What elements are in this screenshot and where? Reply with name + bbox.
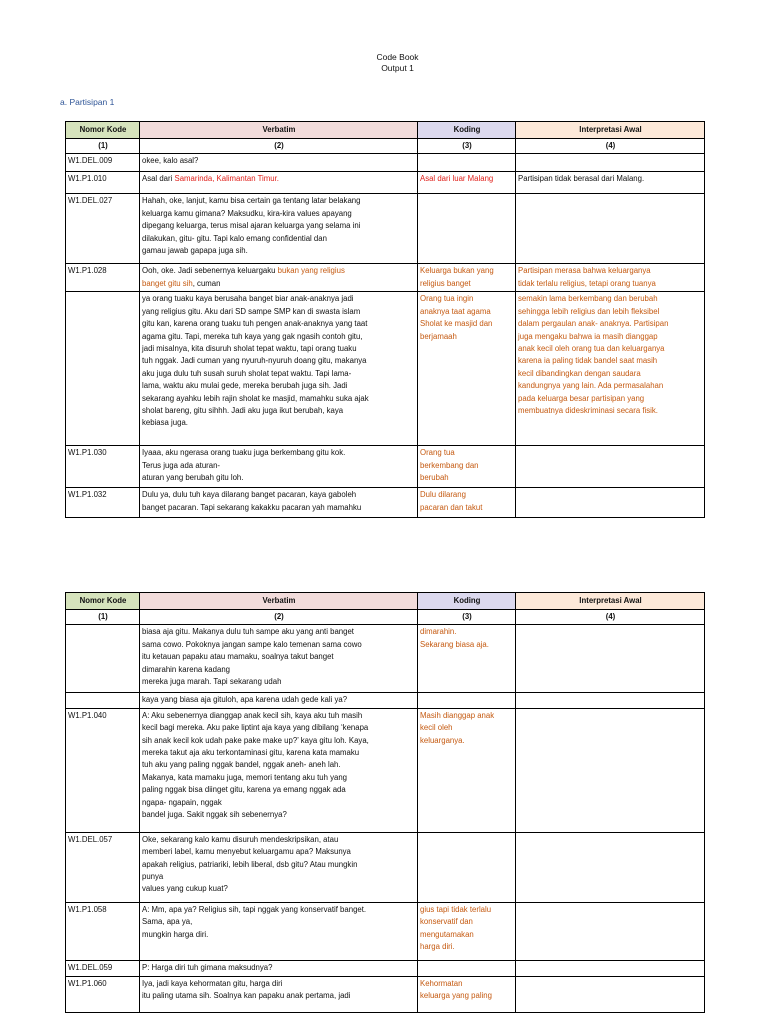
- row-interpretasi: [516, 446, 705, 488]
- row-koding: [418, 172, 516, 194]
- table-row: [66, 446, 705, 488]
- verbatim-line: aku juga dulu tuh susah suruh sholat tepat waktu. Tapi lama-: [142, 368, 352, 378]
- interpretasi-line: dalam pergaulan anak- anaknya. Partisipan: [518, 319, 669, 329]
- verbatim-line: A: Aku sebenernya dianggap anak kecil sih, kaya aku tuh masih: [142, 710, 363, 720]
- row-koding: [418, 960, 516, 976]
- row-code: W1.P1.040: [66, 708, 140, 832]
- row-koding: [418, 154, 516, 172]
- row-verbatim: [140, 292, 418, 446]
- code-book-table-2: [65, 592, 705, 1013]
- koding-line: berjamaah: [420, 331, 457, 341]
- table-row: [66, 976, 705, 1012]
- verbatim-line: Makanya, kata mamaku juga, memori tentang aku tuh yang: [142, 772, 347, 782]
- koding-line: Asal dari luar Malang: [420, 174, 494, 184]
- row-verbatim: [140, 832, 418, 902]
- verbatim-line: okee, kalo asal?: [142, 156, 199, 166]
- row-koding: [418, 708, 516, 832]
- verbatim-highlight: bukan yang religius: [277, 266, 345, 276]
- header-nomor-kode: Nomor Kode: [66, 593, 140, 610]
- header-interpretasi: Interpretasi Awal: [516, 593, 705, 610]
- verbatim-line: banget pacaran. Tapi sekarang kakakku pacaran yah mamahku: [142, 502, 362, 512]
- koding-line: anaknya taat agama: [420, 306, 491, 316]
- row-interpretasi: [516, 154, 705, 172]
- row-verbatim: [140, 708, 418, 832]
- koding-line: mengutamakan: [420, 929, 474, 939]
- verbatim-line: sekarang ayahku lebih rajin sholat ke masjid, mamahku suka ajak: [142, 393, 369, 403]
- verbatim-line: kebiasa juga.: [142, 418, 188, 428]
- verbatim-line: mungkin harga diri.: [142, 929, 209, 939]
- header-interpretasi: Interpretasi Awal: [516, 122, 705, 139]
- header-verbatim: Verbatim: [140, 593, 418, 610]
- koding-line: keluarga yang paling: [420, 991, 492, 1001]
- verbatim-line: gitu kan, karena orang tuaku tuh pengen anak-anaknya yang taat: [142, 319, 368, 329]
- row-verbatim: [140, 976, 418, 1012]
- row-verbatim: [140, 194, 418, 264]
- verbatim-line: A: Mm, apa ya? Religius sih, tapi nggak yang konservatif banget.: [142, 904, 367, 914]
- verbatim-line: [142, 265, 416, 277]
- verbatim-text: Asal dari: [142, 174, 175, 184]
- verbatim-line: mereka juga marah. Tapi sekarang udah: [142, 677, 282, 687]
- row-code: [66, 625, 140, 693]
- verbatim-line: kaya yang biasa aja gituloh, apa karena udah gede kali ya?: [142, 695, 348, 705]
- row-verbatim: [140, 902, 418, 960]
- column-number: (2): [140, 610, 418, 625]
- verbatim-line: mereka takut aja aku terkontaminasi gitu, karena kata mamaku: [142, 748, 360, 758]
- verbatim-line: [142, 278, 416, 290]
- verbatim-line: lama, waktu aku mulai gede, mereka berubah juga sih. Jadi: [142, 381, 348, 391]
- column-number-row: [66, 610, 705, 625]
- verbatim-line: tuh aku yang paling nggak bandel, nggak aneh- aneh lah.: [142, 760, 341, 770]
- table-row: [66, 172, 705, 194]
- row-verbatim: [140, 693, 418, 708]
- koding-line: religius banget: [420, 278, 471, 288]
- koding-line: konservatif dan: [420, 917, 473, 927]
- koding-line: keluarganya.: [420, 735, 465, 745]
- verbatim-line: Iyaaa, aku ngerasa orang tuaku juga berkembang gitu kok.: [142, 448, 346, 458]
- row-koding: [418, 693, 516, 708]
- interpretasi-line: Partisipan tidak berasal dari Malang.: [518, 174, 645, 184]
- verbatim-line: aturan yang berubah gitu loh.: [142, 473, 244, 483]
- row-verbatim: [140, 154, 418, 172]
- row-koding: [418, 446, 516, 488]
- section-heading: a. Partisipan 1: [60, 97, 115, 107]
- header-verbatim: Verbatim: [140, 122, 418, 139]
- column-number-row: [66, 139, 705, 154]
- verbatim-line: Iya, jadi kaya kehormatan gitu, harga diri: [142, 978, 283, 988]
- row-interpretasi: [516, 264, 705, 292]
- verbatim-line: Sama, apa ya,: [142, 917, 193, 927]
- koding-line: kecil oleh: [420, 723, 453, 733]
- verbatim-line: dimarahin karena kadang: [142, 664, 230, 674]
- interpretasi-line: tidak terlalu religius, tetapi orang tuanya: [518, 278, 656, 288]
- verbatim-line: tuh nggak. Jadi cuman yang nyuruh-nyuruh doang gitu, makanya: [142, 356, 367, 366]
- row-verbatim: [140, 446, 418, 488]
- table-row: [66, 625, 705, 693]
- verbatim-line: memberi label, kamu menyebut keluargamu apa? Maksunya: [142, 847, 351, 857]
- table-row: [66, 832, 705, 902]
- verbatim-line: keluarga kamu gimana? Maksudku, kira-kira values apayang: [142, 208, 352, 218]
- interpretasi-line: kecil dibandingkan dengan saudara: [518, 368, 641, 378]
- column-number: (3): [418, 139, 516, 154]
- row-code: W1.P1.032: [66, 488, 140, 518]
- verbatim-line: itu paling utama sih. Soalnya kan papaku anak pertama, jadi: [142, 991, 351, 1001]
- row-code: [66, 693, 140, 708]
- table-row: [66, 960, 705, 976]
- koding-line: gius tapi tidak terlalu: [420, 904, 492, 914]
- column-number: (4): [516, 610, 705, 625]
- row-interpretasi: [516, 976, 705, 1012]
- row-koding: [418, 292, 516, 446]
- interpretasi-line: juga mengaku bahwa ia masih dianggap: [518, 331, 658, 341]
- column-number: (3): [418, 610, 516, 625]
- verbatim-line: punya: [142, 872, 164, 882]
- verbatim-line: jadi misalnya, kita disuruh sholat tepat waktu, tapi orang tuaku: [142, 344, 357, 354]
- row-code: W1.DEL.009: [66, 154, 140, 172]
- interpretasi-line: semakin lama berkembang dan berubah: [518, 294, 658, 304]
- column-number: (1): [66, 610, 140, 625]
- row-code: W1.P1.060: [66, 976, 140, 1012]
- row-code: W1.P1.010: [66, 172, 140, 194]
- interpretasi-line: kandungnya yang lain. Ada permasalahan: [518, 381, 664, 391]
- verbatim-line: values yang cukup kuat?: [142, 884, 228, 894]
- verbatim-line: agama gitu. Tapi, mereka tuh kaya yang gak ngasih contoh gitu,: [142, 331, 363, 341]
- document-title: Code Book: [376, 52, 419, 62]
- row-verbatim: [140, 488, 418, 518]
- verbatim-line: paling nggak bisa diinget gitu, karena ya emang nggak ada: [142, 785, 346, 795]
- verbatim-line: P: Harga diri tuh gimana maksudnya?: [142, 962, 273, 972]
- row-koding: [418, 976, 516, 1012]
- verbatim-line: sama cowo. Pokoknya jangan sampe kalo temenan sama cowo: [142, 639, 362, 649]
- column-number: (1): [66, 139, 140, 154]
- code-book-table-1: [65, 121, 705, 518]
- row-interpretasi: [516, 292, 705, 446]
- row-koding: [418, 488, 516, 518]
- row-koding: [418, 264, 516, 292]
- column-number: (2): [140, 139, 418, 154]
- verbatim-line: bandel juga. Sakit nggak sih sebenernya?: [142, 810, 287, 820]
- table-row: [66, 488, 705, 518]
- table-row: [66, 154, 705, 172]
- row-code: W1.P1.030: [66, 446, 140, 488]
- interpretasi-line: Partisipan merasa bahwa keluarganya: [518, 266, 651, 276]
- verbatim-line: gamau jawab gapapa juga sih.: [142, 246, 248, 256]
- header-row: [66, 122, 705, 139]
- interpretasi-line: pada keluarga besar partisipan yang: [518, 393, 645, 403]
- koding-line: Masih dianggap anak: [420, 710, 495, 720]
- interpretasi-line: karena ia paling tidak bandel saat masih: [518, 356, 658, 366]
- koding-line: Orang tua: [420, 448, 455, 458]
- koding-line: Dulu dilarang: [420, 490, 466, 500]
- verbatim-line: dipegang keluarga, terus misal ajaran keluarga yang selama ini: [142, 221, 361, 231]
- koding-line: harga diri.: [420, 942, 455, 952]
- header-koding: Koding: [418, 122, 516, 139]
- row-code: W1.DEL.057: [66, 832, 140, 902]
- verbatim-line: ngapa- ngapain, nggak: [142, 797, 222, 807]
- row-interpretasi: [516, 194, 705, 264]
- verbatim-line: Hahah, oke, lanjut, kamu bisa certain ga tentang latar belakang: [142, 196, 361, 206]
- table-row: [66, 693, 705, 708]
- interpretasi-line: anak kecil oleh orang tua dan keluarganya: [518, 344, 665, 354]
- koding-line: pacaran dan takut: [420, 502, 483, 512]
- header-koding: Koding: [418, 593, 516, 610]
- verbatim-line: apakah religius, patriariki, lebih liberal, dsb gitu? Atau mungkin: [142, 859, 358, 869]
- row-interpretasi: [516, 708, 705, 832]
- interpretasi-line: membuatnya dideskriminasi secara fisik.: [518, 406, 658, 416]
- verbatim-line: dilakukan, gitu- gitu. Tapi kalo emang confidential dan: [142, 233, 327, 243]
- row-verbatim: [140, 264, 418, 292]
- verbatim-line: ya orang tuaku kaya berusaha banget biar anak-anaknya jadi: [142, 294, 354, 304]
- table-row: [66, 264, 705, 292]
- header-nomor-kode: Nomor Kode: [66, 122, 140, 139]
- row-interpretasi: [516, 693, 705, 708]
- row-interpretasi: [516, 832, 705, 902]
- verbatim-highlight: Samarinda, Kalimantan Timur.: [174, 174, 279, 184]
- interpretasi-line: sehingga lebih religius dan lebih fleksibel: [518, 306, 660, 316]
- table-row: [66, 292, 705, 446]
- row-verbatim: [140, 960, 418, 976]
- row-interpretasi: [516, 488, 705, 518]
- verbatim-line: [142, 173, 416, 185]
- koding-line: berubah: [420, 473, 449, 483]
- koding-line: Sekarang biasa aja.: [420, 639, 489, 649]
- verbatim-text: Ooh, oke. Jadi sebenernya keluargaku: [142, 266, 278, 276]
- koding-line: dimarahin.: [420, 627, 457, 637]
- row-code: W1.DEL.027: [66, 194, 140, 264]
- row-code: W1.DEL.059: [66, 960, 140, 976]
- document-subtitle: Output 1: [381, 63, 414, 73]
- row-code: [66, 292, 140, 446]
- row-verbatim: [140, 625, 418, 693]
- koding-line: Keluarga bukan yang: [420, 266, 494, 276]
- row-interpretasi: [516, 172, 705, 194]
- row-interpretasi: [516, 625, 705, 693]
- koding-line: Kehormatan: [420, 978, 463, 988]
- table-row: [66, 194, 705, 264]
- verbatim-line: Terus juga ada aturan-: [142, 460, 221, 470]
- verbatim-line: Dulu ya, dulu tuh kaya dilarang banget pacaran, kaya gaboleh: [142, 490, 357, 500]
- column-number: (4): [516, 139, 705, 154]
- verbatim-line: kecil bagi mereka. Aku pake liptint aja kaya yang dibilang ‘kenapa: [142, 723, 369, 733]
- row-code: W1.P1.058: [66, 902, 140, 960]
- row-interpretasi: [516, 960, 705, 976]
- verbatim-line: itu ketauan papaku atau mamaku, soalnya takut banget: [142, 652, 334, 662]
- koding-line: Sholat ke masjid dan: [420, 319, 493, 329]
- verbatim-text: , cuman: [192, 278, 221, 288]
- row-koding: [418, 902, 516, 960]
- table-row: [66, 708, 705, 832]
- row-code: W1.P1.028: [66, 264, 140, 292]
- row-koding: [418, 194, 516, 264]
- header-row: [66, 593, 705, 610]
- row-koding: [418, 625, 516, 693]
- koding-line: Orang tua ingin: [420, 294, 474, 304]
- row-koding: [418, 832, 516, 902]
- verbatim-line: biasa aja gitu. Makanya dulu tuh sampe aku yang anti banget: [142, 627, 354, 637]
- verbatim-highlight: banget gitu sih: [142, 278, 193, 288]
- row-interpretasi: [516, 902, 705, 960]
- row-verbatim: [140, 172, 418, 194]
- verbatim-line: sih anak kecil kok udah pake pake make up?’ kaya gitu loh. Kaya,: [142, 735, 369, 745]
- koding-line: berkembang dan: [420, 460, 479, 470]
- table-row: [66, 902, 705, 960]
- verbatim-line: sholat bareng, gitu sihhh. Jadi aku juga ikut berubah, kaya: [142, 406, 344, 416]
- verbatim-line: yang religius gitu. Aku dari SD sampe SMP kan di swasta islam: [142, 306, 361, 316]
- verbatim-line: Oke, sekarang kalo kamu disuruh mendeskripsikan, atau: [142, 834, 339, 844]
